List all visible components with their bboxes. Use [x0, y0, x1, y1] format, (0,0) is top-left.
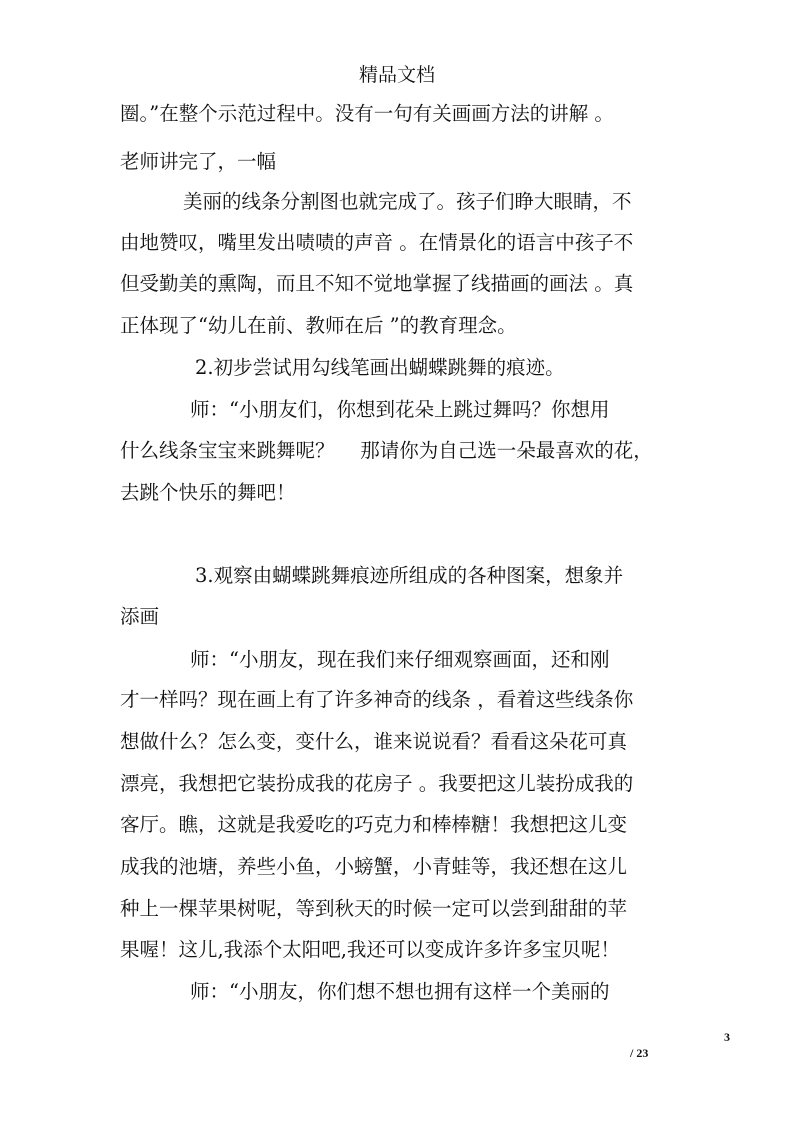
text-line-21: 师：“小朋友，你们想不想也拥有这样一个美丽的: [190, 980, 610, 1003]
text-line-5: 但受勤美的熏陶，而且不知不觉地掌握了线描画的画法 。真: [120, 272, 634, 295]
text-line-14: 才一样吗？现在画上有了许多神奇的线条 ，看着这些线条你: [120, 688, 634, 711]
text-line-9: 什么线条宝宝来跳舞呢？ 那请你为自己选一朵最喜欢的花，: [120, 439, 653, 462]
page-number: 3: [724, 1030, 730, 1044]
text-line-12: 添画: [120, 605, 160, 628]
page-total: / 23: [630, 1046, 649, 1060]
text-line-8: 师：“小朋友们，你想到花朵上跳过舞吗？你想用: [190, 398, 610, 421]
text-line-13: 师：“小朋友，现在我们来仔细观察画面，还和刚: [190, 648, 610, 671]
text-line-15: 想做什么？怎么变，变什么，谁来说说看？看看这朵花可真: [120, 730, 628, 753]
text-line-19: 种上一棵苹果树呢，等到秋天的时候一定可以尝到甜甜的苹: [120, 897, 628, 920]
text-line-18: 成我的池塘，养些小鱼，小螃蟹，小青蛙等，我还想在这儿: [120, 855, 628, 878]
text-line-20: 果喔！这儿,我添个太阳吧,我还可以变成许多许多宝贝呢！: [120, 938, 620, 961]
text-line-7: 2.初步尝试用勾线笔画出蝴蝶跳舞的痕迹。: [195, 356, 565, 379]
text-line-1: 圈。”在整个示范过程中。没有一句有关画画方法的讲解 。: [120, 102, 614, 125]
text-line-4: 由地赞叹，嘴里发出啧啧的声音 。在情景化的语言中孩子不: [120, 231, 634, 254]
page-header-title: 精品文档: [358, 64, 435, 86]
text-line-17: 客厅。瞧，这就是我爱吃的巧克力和棒棒糖！我想把这儿变: [120, 813, 628, 836]
text-line-3: 美丽的线条分割图也就完成了。孩子们睁大眼睛，不: [183, 190, 632, 213]
text-line-2: 老师讲完了，一幅: [120, 150, 277, 173]
text-line-16: 漂亮，我想把它装扮成我的花房子 。我要把这儿装扮成我的: [120, 772, 634, 795]
text-line-11: 3.观察由蝴蝶跳舞痕迹所组成的各种图案，想象并: [195, 564, 624, 587]
text-line-10: 去跳个快乐的舞吧！: [120, 481, 296, 504]
text-line-6: 正体现了“幼儿在前、教师在后 ”的教育理念。: [120, 314, 517, 337]
